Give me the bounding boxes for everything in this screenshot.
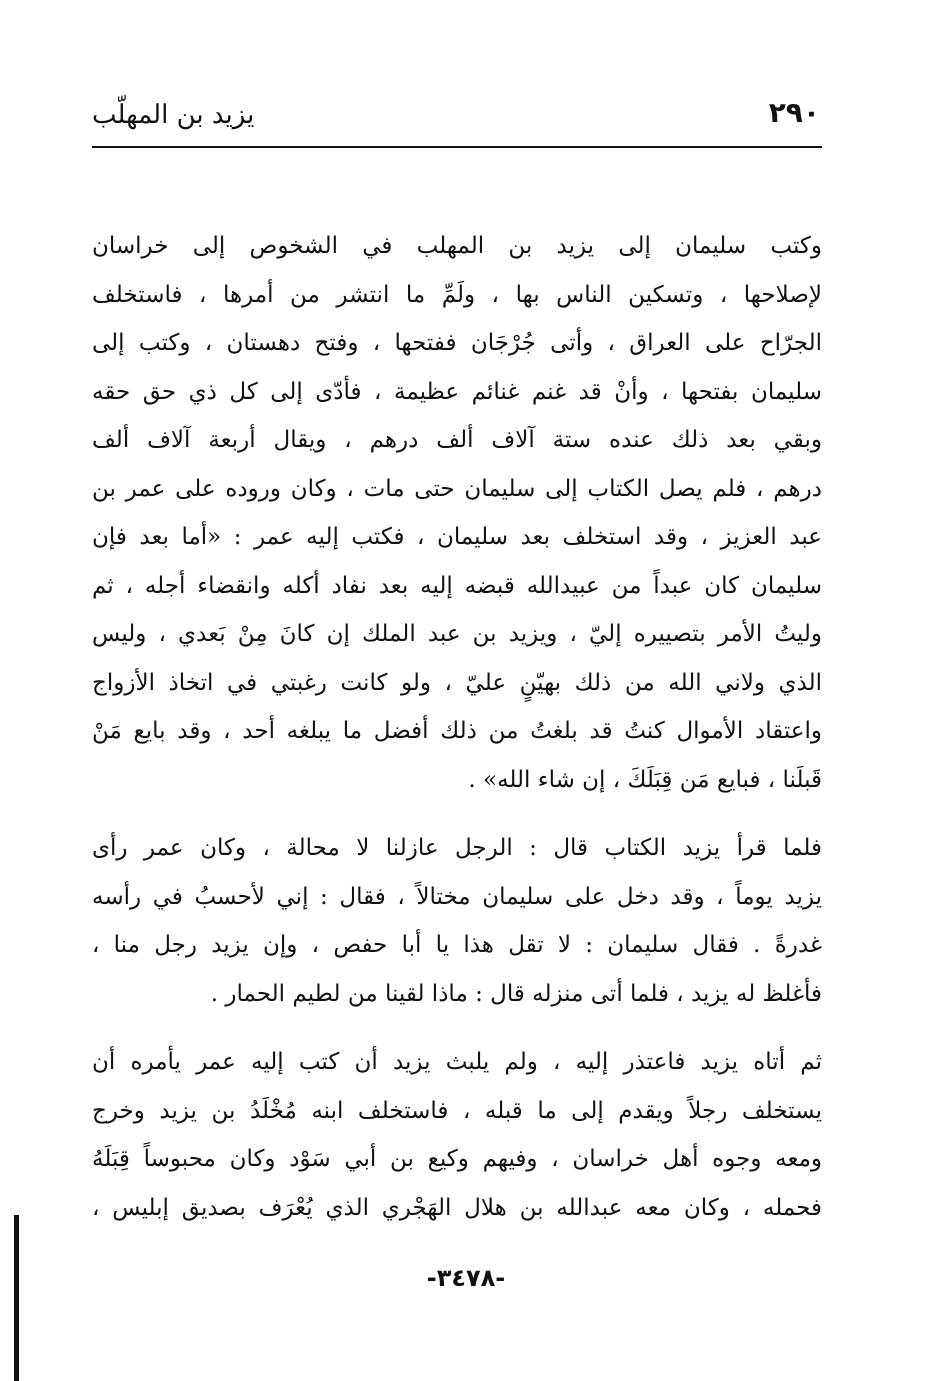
text-line: وكتب سليمان إلى يزيد بن المهلب في الشخوص إلى خراسان [92,233,822,259]
text-line: الذي ولاني الله من ذلك بهيّنٍ عليّ ، ولو كانت رغبتي في اتخاذ الأزواج [92,669,822,696]
text-line: عبد العزيز ، وقد استخلف بعد سليمان ، فكتب إليه عمر : «أما بعد فإن [92,524,822,550]
header-page-number: ٢٩٠ [768,96,820,129]
running-title: يزيد بن المهلّب [92,100,255,130]
text-line: فحمله ، وكان معه عبدالله بن هلال الهَجْري الذي يُعْرَف بصديق إبليس ، [92,1194,822,1221]
body-text [92,222,822,1232]
paragraph-spacer [92,1018,822,1038]
text-line: غدرةً . فقال سليمان : لا تقل هذا يا أبا حفص ، وإن يزيد رجل منا ، [92,932,822,958]
text-line: يزيد يوماً ، وقد دخل على سليمان مختالاً ، فقال : إني لأحسبُ في رأسه [92,883,822,910]
text-line: فلما قرأ يزيد الكتاب قال : الرجل عازلنا لا محالة ، وكان عمر رأى [92,835,822,861]
paragraph-3 [92,1038,822,1232]
text-line: ثم أتاه يزيد فاعتذر إليه ، ولم يلبث يزيد أن كتب إليه عمر يأمره أن [92,1049,822,1075]
page-header [92,96,822,148]
text-line: ومعه وجوه أهل خراسان ، وفيهم وكيع بن أبي سَوْد وكان محبوساً قِبَلَهُ [92,1146,822,1172]
text-line: لإصلاحها ، وتسكين الناس بها ، ولَمِّ ما انتشر من أمرها ، فاستخلف [92,281,822,308]
text-line: فأغلظ له يزيد ، فلما أتى منزله قال : ماذا لقينا من لطيم الحمار . [210,980,822,1007]
scan-margin-edge [14,1215,19,1381]
text-line: درهم ، فلم يصل الكتاب إلى سليمان حتى مات ، وكان وروده على عمر بن [92,475,822,502]
text-line: سليمان بفتحها ، وأنْ قد غنم غنائم عظيمة ، فأدّى إلى كل ذي حق حقه [92,378,822,405]
text-line: وليتُ الأمر بتصييره إليّ ، ويزيد بن عبد الملك إن كانَ مِنْ بَعدي ، وليس [92,621,822,647]
text-line: واعتقاد الأموال كنتُ قد بلغتُ من ذلك أفضل ما يبلغه أحد ، وقد بايع مَنْ [92,718,822,744]
text-line: الجرّاح على العراق ، وأتى جُرْجَان ففتحها ، وفتح دهستان ، وكتب إلى [92,330,822,356]
footer-page-number: -٣٤٧٨- [426,1264,506,1292]
text-line: يستخلف رجلاً ويقدم إلى ما قبله ، فاستخلف ابنه مُخْلَدُ بن يزيد وخرج [92,1097,822,1124]
text-line: قَبلَنا ، فبايع مَن قِبَلَكَ ، إن شاء الله» . [468,766,822,793]
text-line: وبقي بعد ذلك عنده ستة آلاف ألف درهم ، ويقال أربعة آلاف ألف [92,427,822,453]
paragraph-spacer [92,804,822,824]
text-line: سليمان كان عبداً من عبيدالله قبضه إليه بعد نفاد أكله وانقضاء أجله ، ثم [92,572,822,599]
paragraph-1 [92,222,822,804]
paragraph-2 [92,824,822,1018]
